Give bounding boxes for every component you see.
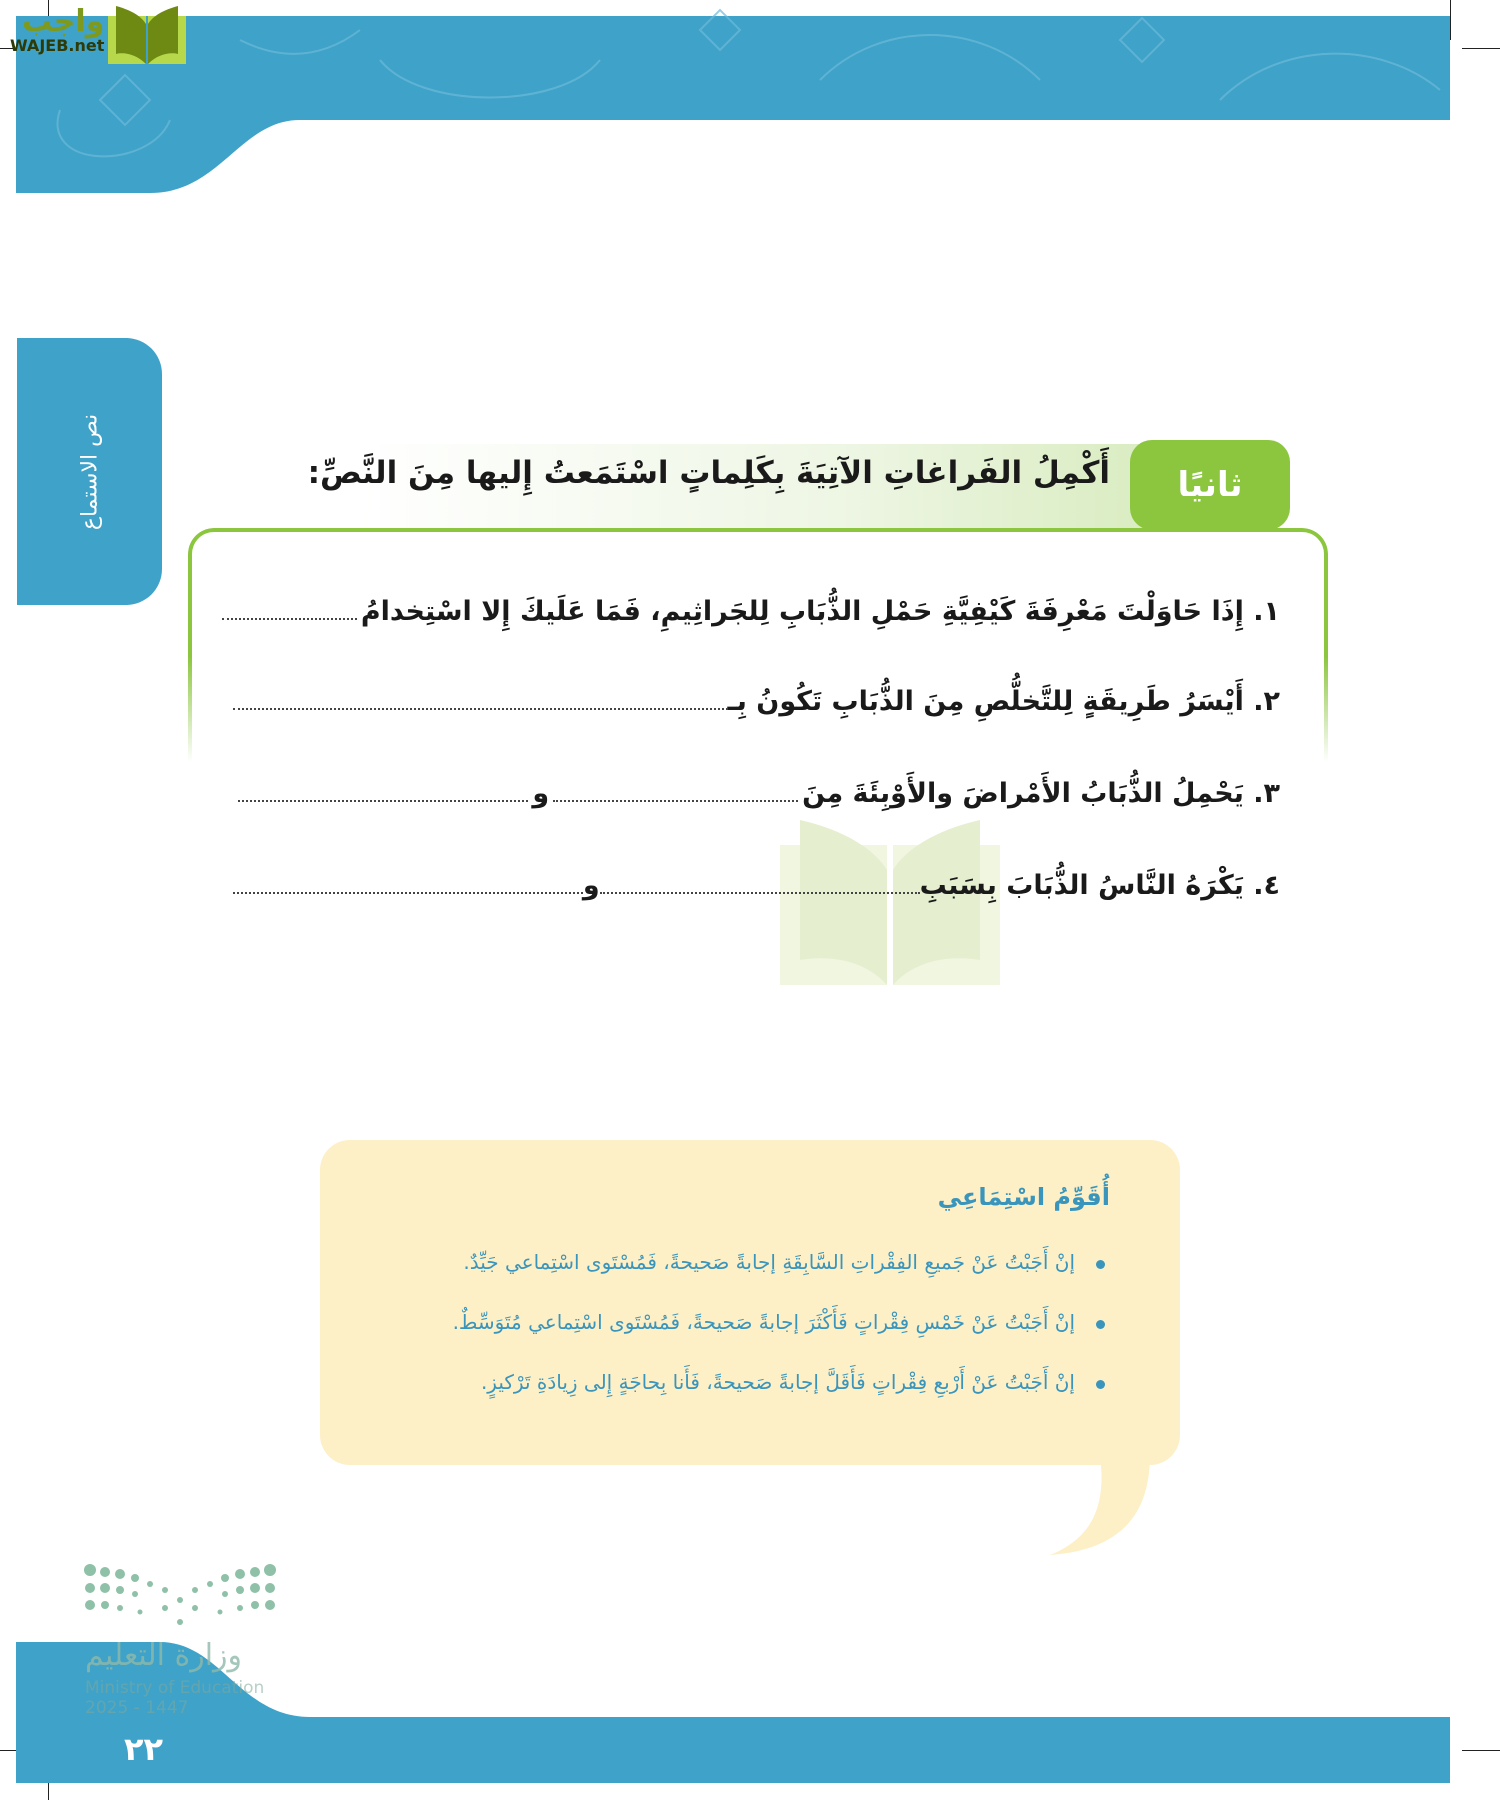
ministry-name-en-text: Ministry of Education bbox=[85, 1678, 265, 1698]
answer-blank[interactable] bbox=[233, 707, 728, 710]
answer-blank[interactable] bbox=[238, 799, 528, 802]
joiner-text: و bbox=[582, 870, 600, 901]
speech-tail bbox=[1040, 1455, 1160, 1560]
wajeb-logo bbox=[10, 6, 104, 54]
exercise-item bbox=[218, 596, 1280, 627]
ministry-logo-icon bbox=[80, 1560, 280, 1640]
section-label: ثانيًا bbox=[1130, 440, 1290, 530]
page-number: ٢٢ bbox=[124, 1730, 164, 1768]
header-banner bbox=[0, 0, 1500, 200]
rubric-item: إنْ أَجَبْتُ عَنْ جَميعِ الفِقْراتِ السَّابِقَةِ إجابةً صَحيحةً، فَمُسْتَوى اسْتِماعي جَيِّدٌ. bbox=[463, 1250, 1075, 1274]
item-text: ٤. يَكْرَهُ النَّاسُ الذُّبَابَ بِسَبَبِ bbox=[919, 870, 1280, 901]
logo-text-ar: واجب bbox=[22, 4, 105, 39]
exercise-item bbox=[234, 778, 1280, 809]
rubric-title: أُقَوِّمُ اسْتِمَاعِي bbox=[937, 1183, 1110, 1211]
joiner-text: و bbox=[532, 778, 550, 809]
answer-blank[interactable] bbox=[222, 617, 357, 620]
bullet-icon bbox=[1096, 1380, 1105, 1389]
side-tab-label: نص الاستماع bbox=[77, 413, 102, 530]
ministry-name-en bbox=[85, 1678, 264, 1718]
book-icon bbox=[106, 4, 188, 66]
item-text: ١. إِذَا حَاوَلْتَ مَعْرِفَةَ كَيْفِيَّةِ حَمْلِ الذُّبَابِ لِلجَراثِيمِ، فَمَا عَلَيكَ إِلا اسْتِخدامُ bbox=[360, 596, 1280, 627]
edition-year: 2025 - 1447 bbox=[85, 1698, 189, 1718]
bullet-icon bbox=[1096, 1320, 1105, 1329]
answer-blank[interactable] bbox=[233, 891, 583, 894]
answer-blank[interactable] bbox=[600, 891, 920, 894]
bullet-icon bbox=[1096, 1260, 1105, 1269]
item-text: ٣. يَحْمِلُ الذُّبَابُ الأَمْراضَ والأَوْبِئَةَ مِنَ bbox=[802, 778, 1280, 809]
rubric-item: إنْ أَجَبْتُ عَنْ خَمْسِ فِقْراتٍ فَأَكْثَرَ إجابةً صَحيحةً، فَمُسْتَوى اسْتِماعي مُتَوَسِّطٌ. bbox=[452, 1310, 1075, 1334]
rubric-item: إنْ أَجَبْتُ عَنْ أَرْبعِ فِقْراتٍ فَأَقَلَّ إجابةً صَحيحةً، فَأَنا بِحاجَةٍ إِلى زِيادَةِ تَرْكيزٍ. bbox=[480, 1370, 1075, 1394]
exercise-item bbox=[233, 686, 1280, 717]
answer-blank[interactable] bbox=[553, 799, 798, 802]
exercise-item bbox=[233, 870, 1280, 901]
item-text: ٢. أَيْسَرُ طَرِيقَةٍ لِلتَّخلُّصِ مِنَ الذُّبَابِ تَكُونُ بِـ bbox=[727, 686, 1280, 717]
ministry-name-ar: وزارة التعليم bbox=[85, 1638, 243, 1673]
instruction-heading: أَكْمِلُ الفَراغاتِ الآتِيَةَ بِكَلِماتٍ اسْتَمَعتُ إِليها مِنَ النَّصِّ: bbox=[307, 455, 1110, 491]
logo-text-en: WAJEB.net bbox=[10, 36, 105, 55]
side-tab bbox=[17, 338, 162, 605]
exercise-frame bbox=[188, 528, 1328, 762]
